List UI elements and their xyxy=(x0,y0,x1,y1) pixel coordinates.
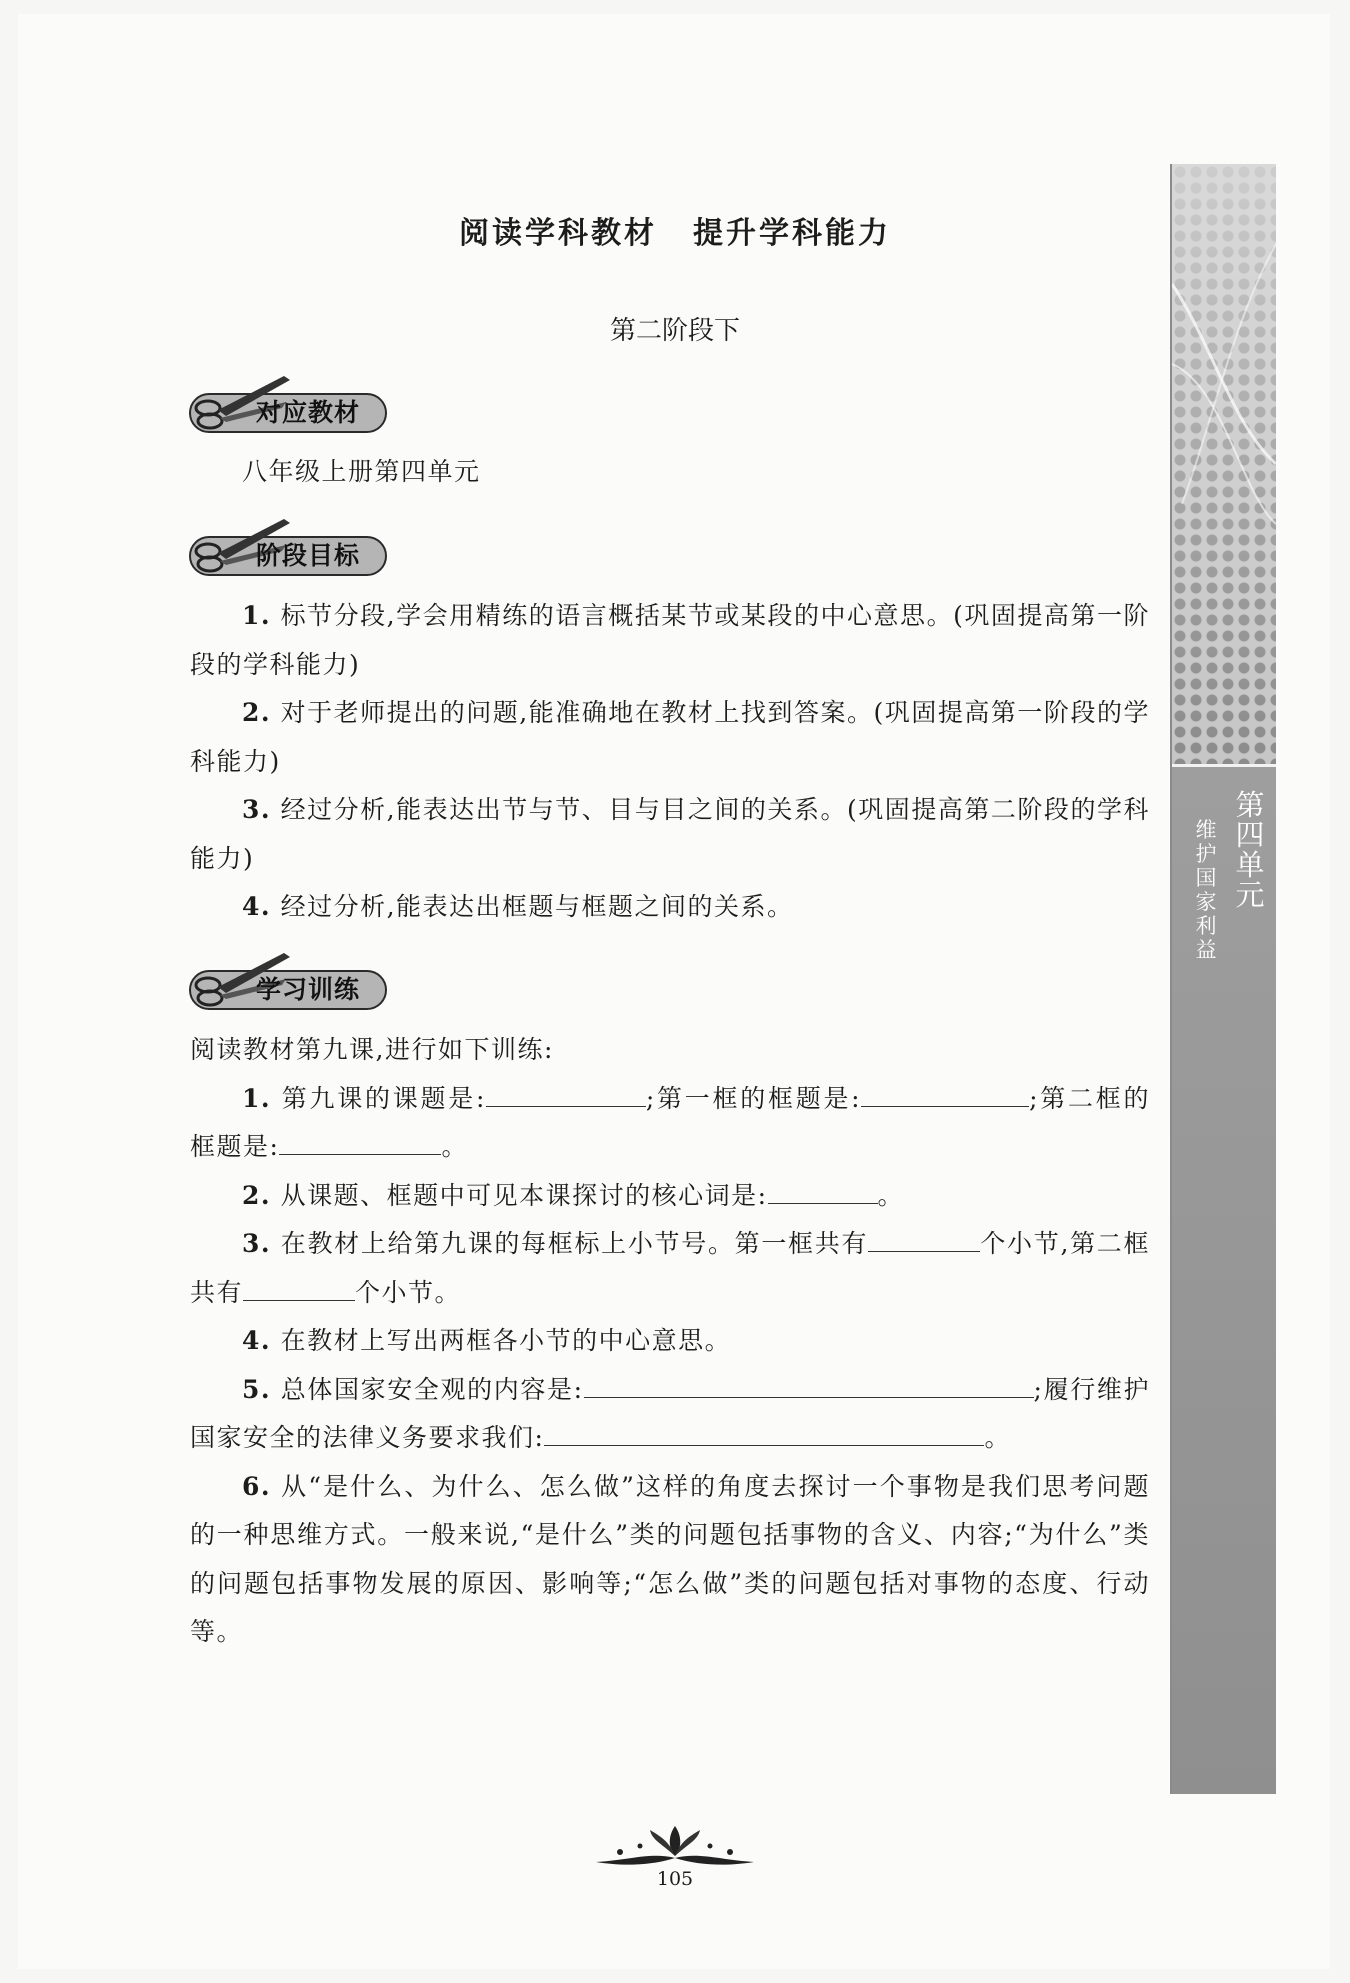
ribbon-decoration xyxy=(1172,164,1276,764)
goal-number: 4. xyxy=(242,892,272,921)
question-text: ;第一框的框题是: xyxy=(645,1083,862,1113)
question-1 xyxy=(190,1075,1150,1172)
unit-title: 维护国家利益 xyxy=(1195,818,1217,962)
training-heading: 学习训练 xyxy=(256,975,361,1004)
question-2 xyxy=(190,1172,1150,1221)
question-text: 在教材上给第九课的每框标上小节号。第一框共有 xyxy=(280,1229,869,1258)
unit-side-tab xyxy=(1170,164,1276,1794)
question-text: 总体国家安全观的内容是: xyxy=(280,1374,584,1404)
question-4 xyxy=(190,1317,1150,1366)
question-text: ;第二框的框题是: xyxy=(190,1083,1150,1161)
answer-blank[interactable] xyxy=(279,1128,441,1155)
question-text: 。 xyxy=(984,1423,1011,1452)
page-number: 105 xyxy=(656,1868,694,1890)
question-text: 从课题、框题中可见本课探讨的核心词是: xyxy=(280,1180,768,1210)
question-number: 6. xyxy=(242,1471,272,1501)
answer-blank[interactable] xyxy=(243,1274,355,1301)
answer-blank[interactable] xyxy=(544,1419,984,1446)
question-text: ;履行维护国家安全的法律义务要求我们: xyxy=(190,1374,1150,1452)
question-number: 3. xyxy=(242,1229,272,1258)
training-body xyxy=(190,1026,1150,1657)
goal-text: 经过分析,能表达出节与节、目与目之间的关系。(巩固提高第二阶段的学科能力) xyxy=(190,795,1150,873)
question-number: 5. xyxy=(242,1374,272,1404)
goal-number: 1. xyxy=(242,601,272,630)
question-text: 。 xyxy=(441,1132,468,1161)
question-text: 第九课的课题是: xyxy=(281,1083,486,1113)
answer-blank[interactable] xyxy=(486,1080,646,1107)
answer-blank[interactable] xyxy=(861,1080,1029,1107)
title-part-1: 阅读学科教材 xyxy=(459,216,657,251)
tab-lower-band xyxy=(1172,767,1276,1794)
goal-item xyxy=(190,883,1150,932)
materials-text xyxy=(190,448,1150,497)
materials-line: 八年级上册第四单元 xyxy=(242,457,481,486)
goal-item xyxy=(190,592,1150,689)
answer-blank[interactable] xyxy=(768,1177,878,1204)
training-intro: 阅读教材第九课,进行如下训练: xyxy=(190,1035,554,1064)
question-number: 2. xyxy=(242,1180,272,1210)
goal-number: 2. xyxy=(242,698,272,727)
goal-item xyxy=(190,786,1150,883)
goal-item xyxy=(190,689,1150,786)
question-5 xyxy=(190,1366,1150,1463)
question-text: 。 xyxy=(877,1180,905,1210)
goals-heading: 阶段目标 xyxy=(256,541,361,570)
goal-number: 3. xyxy=(242,795,272,824)
question-text: 个小节。 xyxy=(355,1277,462,1307)
title-part-2: 提升学科能力 xyxy=(693,216,891,251)
question-text: 在教材上写出两框各小节的中心意思。 xyxy=(280,1326,732,1355)
answer-blank[interactable] xyxy=(868,1225,980,1252)
unit-label: 第四单元 xyxy=(1235,788,1265,912)
materials-heading: 对应教材 xyxy=(256,398,361,427)
question-3 xyxy=(190,1220,1150,1317)
answer-blank[interactable] xyxy=(584,1371,1034,1398)
question-text: 从“是什么、为什么、怎么做”这样的角度去探讨一个事物是我们思考问题的一种思维方式。一般来说,“是什么”类的问题包括事物的含义、内容;“为什么”类的问题包括事物发展的原因、影响等;“怎么做”类的问题包括对事物的态度、行动等。 xyxy=(190,1471,1150,1646)
goal-text: 标节分段,学会用精练的语言概括某节或某段的中心意思。(巩固提高第一阶段的学科能力) xyxy=(190,601,1150,679)
question-number: 4. xyxy=(242,1326,272,1355)
page-title xyxy=(0,208,1350,252)
goal-text: 经过分析,能表达出框题与框题之间的关系。 xyxy=(280,892,794,921)
question-number: 1. xyxy=(242,1083,272,1113)
section-badge-training xyxy=(186,949,391,1017)
floral-ornament-icon xyxy=(590,1822,760,1872)
question-6 xyxy=(190,1463,1150,1657)
section-badge-materials xyxy=(186,372,391,440)
question-text: 个小节,第二框共有 xyxy=(190,1229,1150,1307)
goals-list xyxy=(190,592,1150,932)
goal-text: 对于老师提出的问题,能准确地在教材上找到答案。(巩固提高第一阶段的学科能力) xyxy=(190,698,1150,776)
section-badge-goals xyxy=(186,515,391,583)
page-subtitle: 第二阶段下 xyxy=(609,316,740,346)
